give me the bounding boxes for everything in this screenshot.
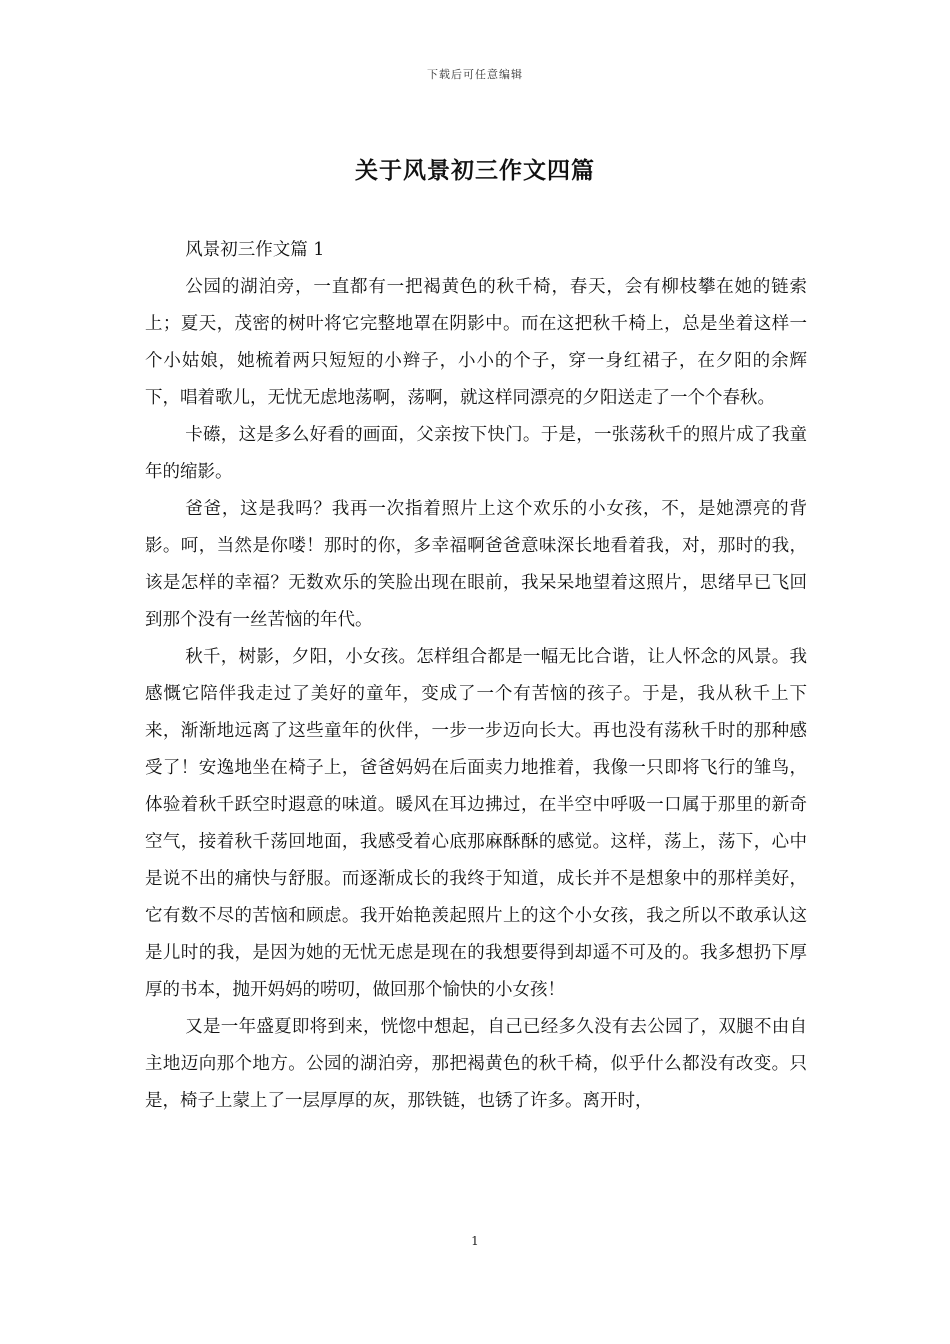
paragraph-1: 公园的湖泊旁，一直都有一把褐黄色的秋千椅，春天，会有柳枝攀在她的链索上；夏天，茂密的树叶将它完整地罩在阴影中。而在这把秋千椅上，总是坐着这样一个小姑娘，她梳着两只短短的小辫子，小小的个子，穿一身红裙子，在夕阳的余辉下，唱着歌儿，无忧无虑地荡啊，荡啊，就这样同漂亮的夕阳送走了一个个春秋。 — [145, 277, 807, 408]
paragraph-3: 爸爸，这是我吗？我再一次指着照片上这个欢乐的小女孩，不，是她漂亮的背影。呵，当然是你喽！那时的你，多幸福啊爸爸意味深长地看着我，对，那时的我，该是怎样的幸福？无数欢乐的笑脸出现在眼前，我呆呆地望着这照片，思绪早已飞回到那个没有一丝苦恼的年代。 — [145, 499, 807, 630]
document-body — [145, 232, 807, 1120]
document-title: 关于风景初三作文四篇 — [355, 157, 595, 184]
paragraph-4: 秋千，树影，夕阳，小女孩。怎样组合都是一幅无比合谐，让人怀念的风景。我感慨它陪伴我走过了美好的童年，变成了一个有苦恼的孩子。于是，我从秋千上下来，渐渐地远离了这些童年的伙伴，一步一步迈向长大。再也没有荡秋千时的那种感受了！安逸地坐在椅子上，爸爸妈妈在后面卖力地推着，我像一只即将飞行的雏鸟，体验着秋千跃空时遐意的味道。暖风在耳边拂过，在半空中呼吸一口属于那里的新奇空气，接着秋千荡回地面，我感受着心底那麻酥酥的感觉。这样，荡上，荡下，心中是说不出的痛快与舒服。而逐渐成长的我终于知道，成长并不是想象中的那样美好，它有数不尽的苦恼和顾虑。我开始艳羡起照片上的这个小女孩，我之所以不敢承认这是儿时的我，是因为她的无忧无虑是现在的我想要得到却遥不可及的。我多想扔下厚厚的书本，抛开妈妈的唠叨，做回那个愉快的小女孩！ — [145, 647, 807, 1000]
paragraph-2: 卡礤，这是多么好看的画面，父亲按下快门。于是，一张荡秋千的照片成了我童年的缩影。 — [145, 425, 807, 482]
page-number: 1 — [471, 1234, 479, 1248]
paragraph-5: 又是一年盛夏即将到来，恍惚中想起，自己已经多久没有去公园了，双腿不由自主地迈向那个地方。公园的湖泊旁，那把褐黄色的秋千椅，似乎什么都没有改变。只是，椅子上蒙上了一层厚厚的灰，那铁链，也锈了许多。离开时， — [145, 1017, 807, 1111]
section-heading: 风景初三作文篇 1 — [185, 240, 325, 260]
header-note: 下载后可任意编辑 — [427, 68, 523, 81]
